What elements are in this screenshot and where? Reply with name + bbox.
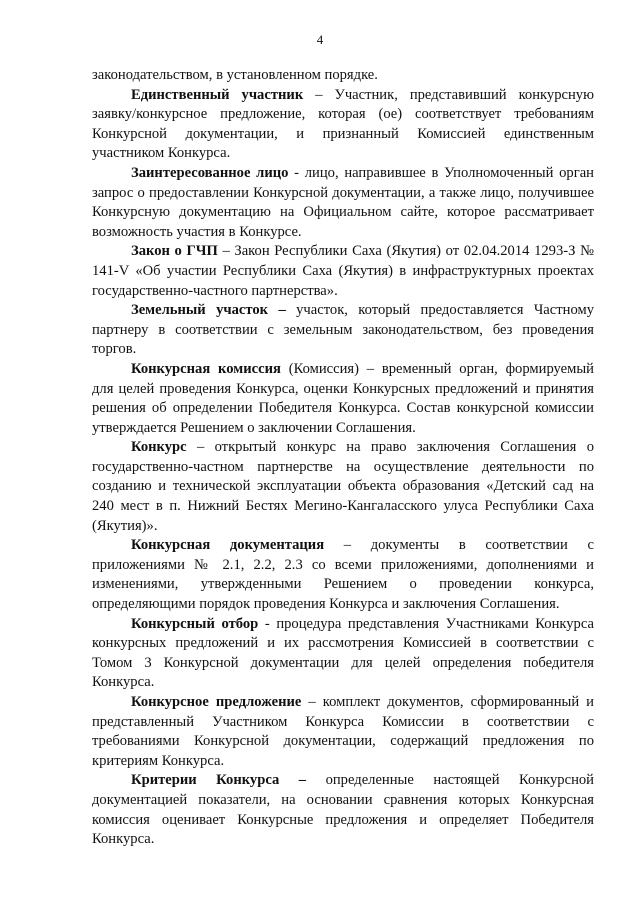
definition-term: Конкурсный отбор (131, 615, 259, 632)
definition-text: (Комиссия) – временный орган, формируемый для целей проведения Конкурса, оценки Конкурсных предложений и принятия решения об определении Победителя Конкурса. Состав конкурсной комиссии утверждается Решением о заключении Соглашения. (92, 360, 594, 436)
definition-paragraph (92, 360, 594, 438)
paragraph-text: законодательством, в установленном порядке. (92, 67, 378, 83)
definition-text: – открытый конкурс на право заключения Соглашения о государственно-частном партнерстве на осуществление деятельности по созданию и технической эксплуатации объекта образования «Детский сад на 240 мест в п. Нижний Бестях Мегино-Кангаласского улуса Республики Саха (Якутия)». (92, 439, 594, 534)
definition-term: Конкурсная документация (131, 537, 325, 554)
definition-text: – комплект документов, сформированный и представленный Участником Конкурса Комиссии в соответствии с требованиями Конкурсной документации, содержащий предложения по критериям Конкурса. (92, 694, 594, 769)
definition-paragraph (92, 242, 594, 301)
definition-term: Единственный участник (131, 86, 304, 103)
page-number: 4 (316, 32, 324, 47)
definition-term: Конкурсная комиссия (131, 360, 281, 377)
definition-text: – Участник, представивший конкурсную заявку/конкурсное предложение, которая (ое) соответствует требованиям Конкурсной документации, и признанный Комиссией единственным участником Конкурса. (92, 86, 594, 162)
definition-term: Конкурс (131, 439, 187, 456)
definition-paragraph (92, 301, 594, 360)
definition-text: участок, который предоставляется Частному партнеру в соответствии с земельным законодательством, без проведения торгов. (92, 302, 594, 358)
definition-paragraph (92, 615, 594, 693)
definition-term: Заинтересованное лицо (131, 164, 289, 181)
paragraph-continuation (92, 66, 594, 86)
definition-text: – документы в соответствии с приложениями № 2.1, 2.2, 2.3 со всеми приложениями, дополнениями и изменениями, утвержденными Решением о проведении конкурса, определяющими порядок проведения Конкурса и заключения Соглашения. (92, 537, 594, 613)
definition-paragraph (92, 438, 594, 536)
definition-paragraph (92, 771, 594, 849)
document-body (92, 66, 594, 850)
definition-term: Закон о ГЧП (131, 243, 218, 260)
definition-term: Конкурсное предложение (131, 694, 302, 710)
definition-paragraph (92, 164, 594, 242)
definition-term: Земельный участок – (131, 302, 286, 319)
definition-paragraph (92, 536, 594, 614)
definition-text: определенные настоящей Конкурсной документацией показатели, на основании сравнения которых Конкурсная комиссия оценивает Конкурсные предложения и определяет Победителя Конкурса. (92, 772, 594, 848)
definition-term: Критерии Конкурса – (131, 772, 307, 789)
definition-text: - процедура представления Участниками Конкурса конкурсных предложений и их рассмотрения Комиссией в соответствии с Томом 3 Конкурсной документации для целей определения победителя Конкурса. (92, 615, 594, 691)
definition-paragraph (92, 693, 594, 771)
definition-text: - лицо, направившее в Уполномоченный орган запрос о предоставлении Конкурсной документации, а также лицо, получившее Конкурсную документацию на Официальном сайте, которое рассматривает возможность участия в Конкурсе. (92, 164, 594, 240)
definition-paragraph (92, 86, 594, 164)
definition-text: – Закон Республики Саха (Якутия) от 02.04.2014 1293-З № 141-V «Об участии Республики Саха (Якутия) в инфраструктурных проектах государственно-частного партнерства». (92, 243, 594, 299)
